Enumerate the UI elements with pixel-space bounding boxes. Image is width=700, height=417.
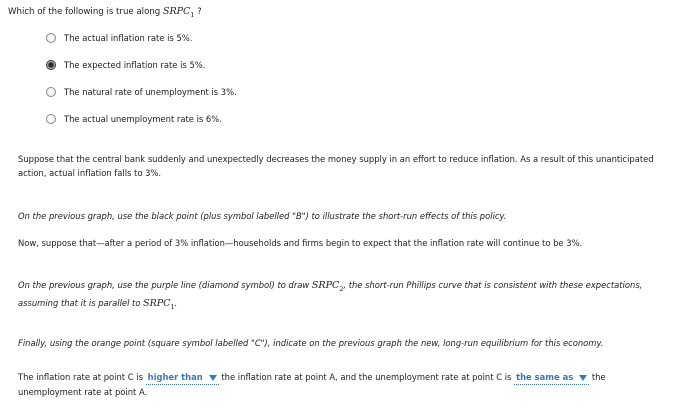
final-sentence	[18, 370, 678, 399]
srpc1-symbol: $SRPC_1$	[162, 6, 195, 19]
chevron-down-icon	[579, 375, 587, 381]
option-actual-unemployment[interactable]	[46, 114, 222, 124]
final-sentence-line-1: The inflation rate at point C is higher than the inflation rate at point A, and the unemployment rate at point C is the same as the	[18, 370, 678, 385]
scenario-line-2: action, actual inflation falls to 3%.	[18, 168, 162, 178]
unemployment-comparison-dropdown[interactable]: the same as	[514, 370, 589, 385]
final-sentence-line-2: unemployment rate at point A.	[18, 387, 148, 397]
instruction-point-b: On the previous graph, use the black point (plus symbol labelled "B") to illustrate the short-run effects of this policy.	[18, 211, 507, 221]
instruction-srpc2-line-2: assuming that it is parallel to $SRPC_1$.	[18, 297, 178, 311]
question-prefix: Which of the following is true along	[8, 7, 163, 17]
radio-button[interactable]	[46, 87, 56, 97]
radio-button-selected[interactable]	[46, 60, 56, 70]
radio-button[interactable]	[46, 114, 56, 124]
expectation-paragraph: Now, suppose that—after a period of 3% inflation—households and firms begin to expect that the inflation rate will continue to be 3%.	[18, 238, 583, 248]
option-label: The actual inflation rate is 5%.	[64, 33, 193, 43]
srpc2-symbol: $SRPC_2$	[311, 280, 344, 293]
option-label: The natural rate of unemployment is 3%.	[64, 87, 237, 97]
inflation-comparison-dropdown[interactable]: higher than	[146, 370, 219, 385]
question-text	[8, 6, 202, 19]
scenario-line-1: Suppose that the central bank suddenly and unexpectedly decreases the money supply in an effort to reduce inflation. As a result of this unanticipated	[18, 154, 654, 164]
option-label: The actual unemployment rate is 6%.	[64, 114, 222, 124]
chevron-down-icon	[209, 375, 217, 381]
option-label: The expected inflation rate is 5%.	[64, 60, 206, 70]
srpc1-symbol: $SRPC_1$	[143, 297, 175, 311]
radio-button[interactable]	[46, 33, 56, 43]
question-suffix: ?	[194, 7, 202, 17]
scenario-paragraph	[18, 152, 678, 180]
option-actual-inflation[interactable]	[46, 33, 192, 43]
option-natural-unemployment[interactable]	[46, 87, 237, 97]
instruction-srpc2-line-1: On the previous graph, use the purple line (diamond symbol) to draw $SRPC_2$, the short-run Phillips curve that is consistent with these expectations,	[18, 280, 643, 293]
option-expected-inflation[interactable]	[46, 60, 205, 70]
instruction-srpc2	[18, 278, 678, 314]
instruction-point-c: Finally, using the orange point (square symbol labelled "C"), indicate on the previous graph the new, long-run equilibrium for this economy.	[18, 338, 604, 348]
